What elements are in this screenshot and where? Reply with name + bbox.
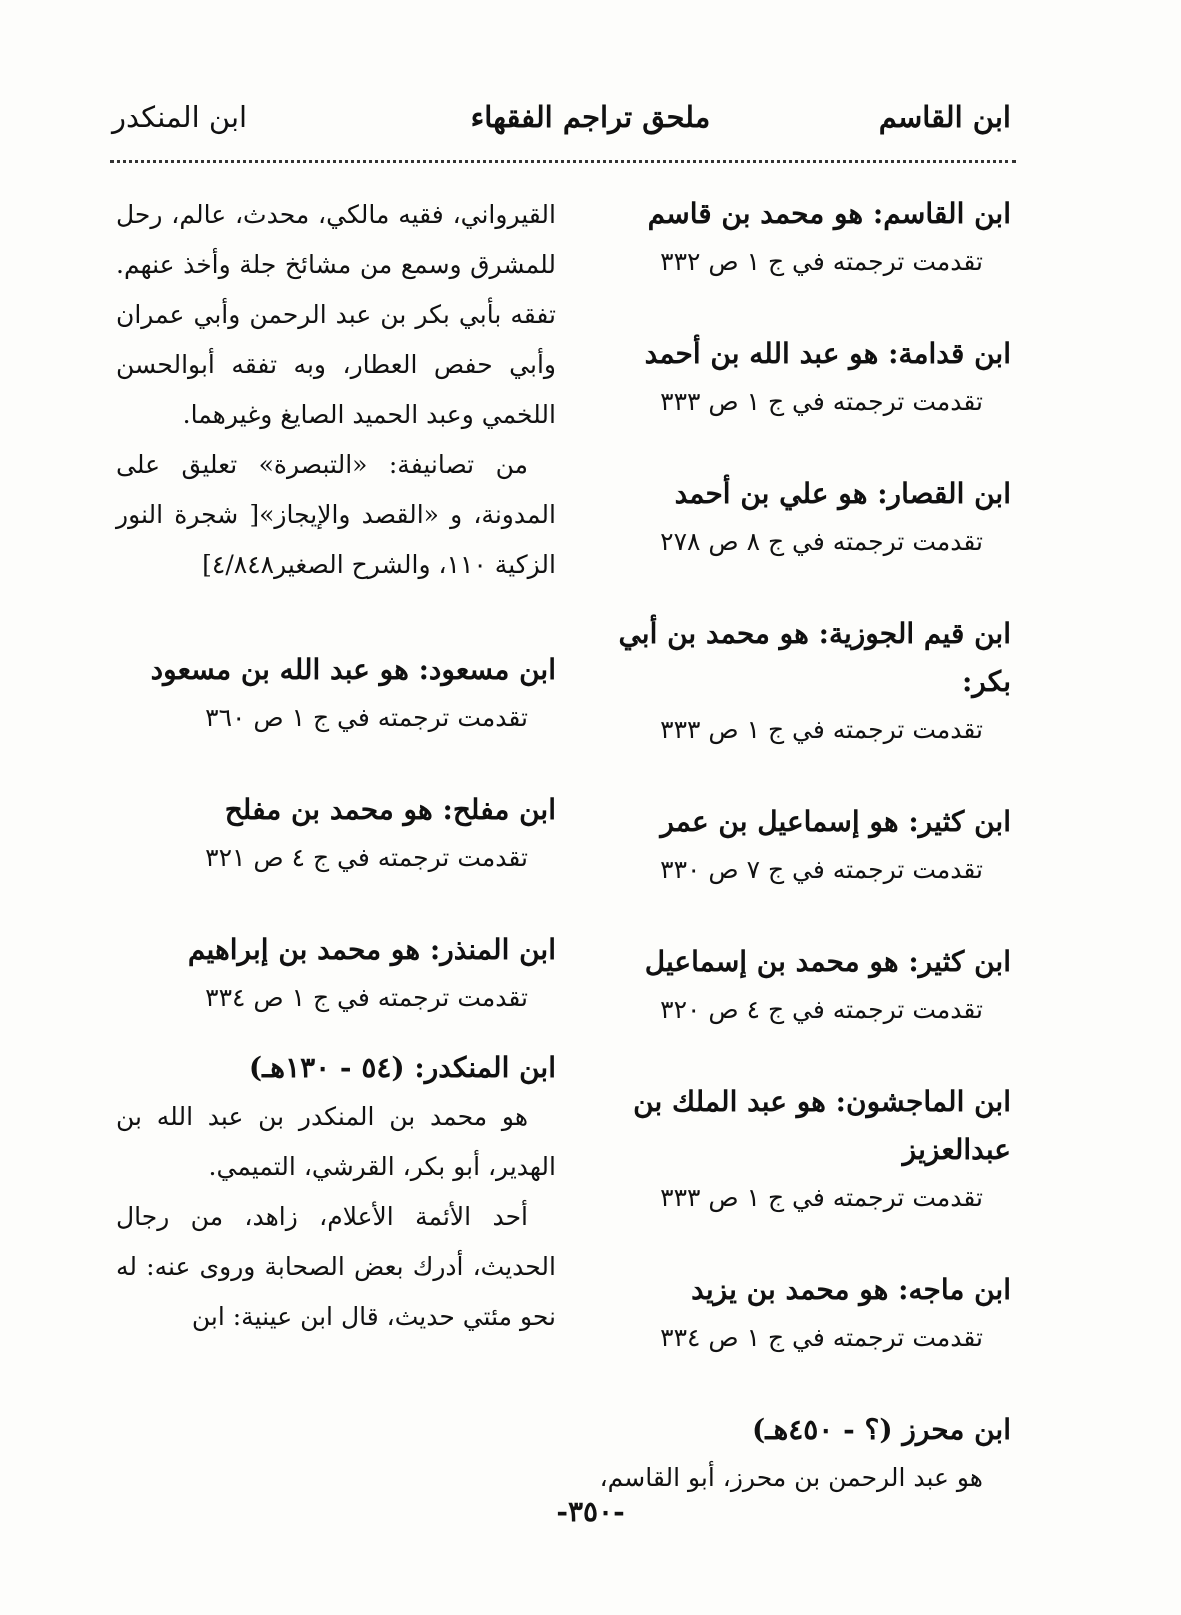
entry-reference: تقدمت ترجمته في ج ١ ص ٣٣٤ (205, 983, 528, 1012)
entry (116, 786, 556, 882)
entry (581, 798, 1011, 894)
entry-heading: ابن مسعود: هو عبد الله بن مسعود (150, 653, 556, 686)
running-head-right: ابن القاسم (878, 100, 1011, 134)
entry-reference: تقدمت ترجمته في ج ٧ ص ٣٣٠ (660, 855, 983, 884)
entry-reference: تقدمت ترجمته في ج ١ ص ٣٣٣ (660, 715, 983, 744)
entry-text: هو عبد الرحمن بن محرز، أبو القاسم، (599, 1463, 983, 1492)
bio-paragraph: من تصانيفة: «التبصرة» تعليق على المدونة، و «القصد والإيجاز»[ شجرة النور الزكية ١١٠، والشرح الصغير٤/٨٤٨] (116, 450, 556, 579)
entry-reference: تقدمت ترجمته في ج ٤ ص ٣٢١ (205, 843, 528, 872)
entry-heading: ابن كثير: هو محمد بن إسماعيل (644, 945, 1011, 978)
entry-reference: تقدمت ترجمته في ج ١ ص ٣٣٢ (660, 247, 983, 276)
right-column (581, 190, 1011, 1546)
bio-paragraph: أحد الأئمة الأعلام، زاهد، من رجال الحديث، أدرك بعض الصحابة وروى عنه: له نحو مئتي حديث، قال ابن عينية: ابن (116, 1202, 556, 1331)
entry-continuation (116, 190, 556, 590)
entry-heading: ابن ماجه: هو محمد بن يزيد (691, 1273, 1011, 1306)
entry-bio (116, 1044, 556, 1342)
entry-heading: ابن قيم الجوزية: هو محمد بن أبي بكر: (618, 617, 1011, 698)
entry-heading: ابن محرز (؟ - ٤٥٠هـ) (752, 1413, 1011, 1446)
entry (581, 190, 1011, 286)
entry-heading: ابن القصار: هو علي بن أحمد (674, 477, 1011, 510)
entry-heading: ابن القاسم: هو محمد بن قاسم (647, 197, 1011, 230)
left-column (116, 190, 556, 1386)
running-head-left: ابن المنكدر (112, 100, 248, 134)
entry-reference: تقدمت ترجمته في ج ١ ص ٣٣٤ (660, 1323, 983, 1352)
entry-heading: ابن المنذر: هو محمد بن إبراهيم (187, 933, 556, 966)
entry (581, 938, 1011, 1034)
entry-heading: ابن مفلح: هو محمد بن مفلح (224, 793, 556, 826)
entry-heading: ابن المنكدر: (٥٤ - ١٣٠هـ) (248, 1051, 556, 1084)
entry-bio (581, 1406, 1011, 1502)
header-dotted-rule (110, 160, 1016, 163)
entry-heading: ابن الماجشون: هو عبد الملك بن عبدالعزيز (633, 1085, 1011, 1166)
entry (581, 1078, 1011, 1222)
entry (581, 470, 1011, 566)
entry-reference: تقدمت ترجمته في ج ١ ص ٣٣٣ (660, 1183, 983, 1212)
entry (581, 1266, 1011, 1362)
entry-heading: ابن كثير: هو إسماعيل بن عمر (660, 805, 1011, 838)
entry-heading: ابن قدامة: هو عبد الله بن أحمد (644, 337, 1011, 370)
entry (116, 926, 556, 1022)
entry-reference: تقدمت ترجمته في ج ١ ص ٣٦٠ (205, 703, 528, 732)
entry (581, 330, 1011, 426)
bio-paragraph: هو محمد بن المنكدر بن عبد الله بن الهدير، أبو بكر، القرشي، التميمي. (116, 1102, 556, 1181)
entry (116, 646, 556, 742)
bio-paragraph: القيرواني، فقيه مالكي، محدث، عالم، رحل للمشرق وسمع من مشائخ جلة وأخذ عنهم. تفقه بأبي بكر بن عبد الرحمن وأبي عمران وأبي حفص العطار، وبه تفقه أبوالحسن اللخمي وعبد الحميد الصايغ وغيرهما. (116, 200, 556, 429)
entry-reference: تقدمت ترجمته في ج ٤ ص ٣٢٠ (660, 995, 983, 1024)
page-number: -٣٥٠- (556, 1495, 625, 1528)
running-head-center: ملحق تراجم الفقهاء (470, 100, 711, 134)
entry-reference: تقدمت ترجمته في ج ١ ص ٣٣٣ (660, 387, 983, 416)
entry (581, 610, 1011, 754)
entry-reference: تقدمت ترجمته في ج ٨ ص ٢٧٨ (660, 527, 983, 556)
